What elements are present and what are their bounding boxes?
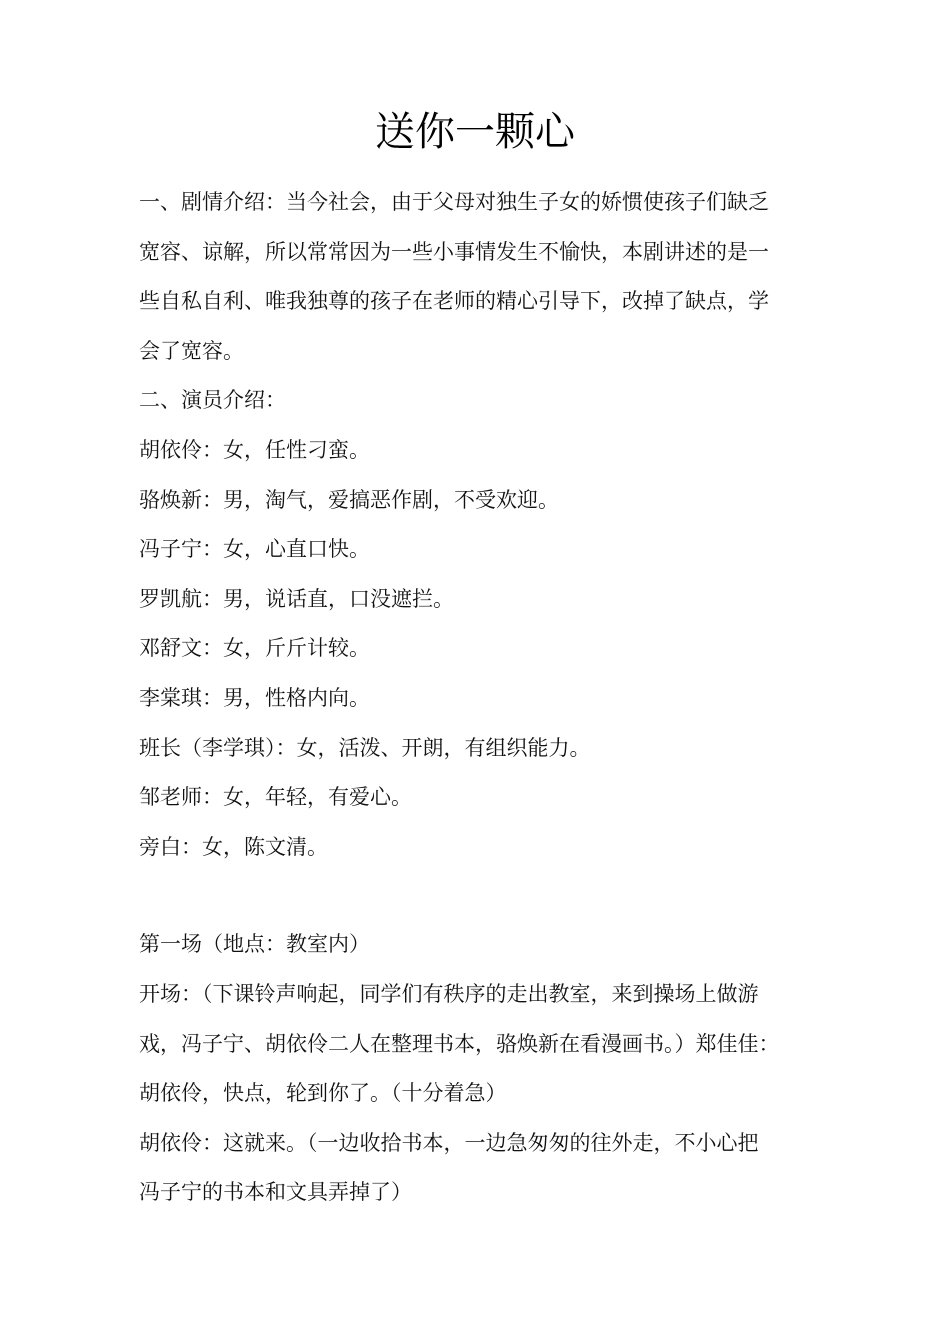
scene-line: 戏，冯子宁、胡依伶二人在整理书本，骆焕新在看漫画书。）郑佳佳： [139, 1031, 780, 1056]
cast-item: 冯子宁：女，心直口快。 [139, 537, 370, 562]
cast-heading: 二、演员介绍： [139, 388, 286, 413]
cast-item: 胡依伶：女，任性刁蛮。 [139, 437, 370, 462]
cast-item: 邹老师：女，年轻，有爱心。 [139, 785, 412, 810]
cast-list [139, 426, 829, 872]
scene-line: 胡依伶，快点，轮到你了。（十分着急） [139, 1081, 507, 1106]
cast-item: 李棠琪：男，性格内向。 [139, 685, 370, 710]
document-body [139, 178, 829, 1218]
plot-intro [139, 178, 829, 376]
intro-line: 一、剧情介绍：当今社会，由于父母对独生子女的娇惯使孩子们缺乏 [139, 190, 769, 214]
cast-item: 罗凯航：男，说话直，口没遮拦。 [139, 586, 454, 611]
cast-item: 班长（李学琪）：女，活泼、开朗，有组织能力。 [139, 735, 591, 760]
intro-line: 宽容、谅解，所以常常因为一些小事情发生不愉快，本剧讲述的是一 [139, 239, 769, 264]
intro-line: 会了宽容。 [139, 338, 244, 363]
scene-text [139, 970, 829, 1218]
cast-item: 邓舒文：女，斤斤计较。 [139, 636, 370, 661]
scene-line: 冯子宁的书本和文具弄掉了） [139, 1180, 412, 1205]
scene-line: 胡依伶：这就来。（一边收拾书本，一边急匆匆的往外走，不小心把 [139, 1130, 759, 1155]
document-title: 送你一颗心 [375, 109, 575, 155]
scene-line: 开场：（下课铃声响起，同学们有秩序的走出教室，来到操场上做游 [139, 981, 759, 1006]
section-spacer [139, 872, 829, 920]
cast-item: 旁白：女，陈文清。 [139, 834, 328, 859]
cast-item: 骆焕新：男，淘气，爱搞恶作剧，不受欢迎。 [139, 487, 559, 512]
scene-heading: 第一场（地点：教室内） [139, 932, 370, 957]
intro-line: 些自私自利、唯我独尊的孩子在老师的精心引导下，改掉了缺点，学 [139, 289, 769, 314]
